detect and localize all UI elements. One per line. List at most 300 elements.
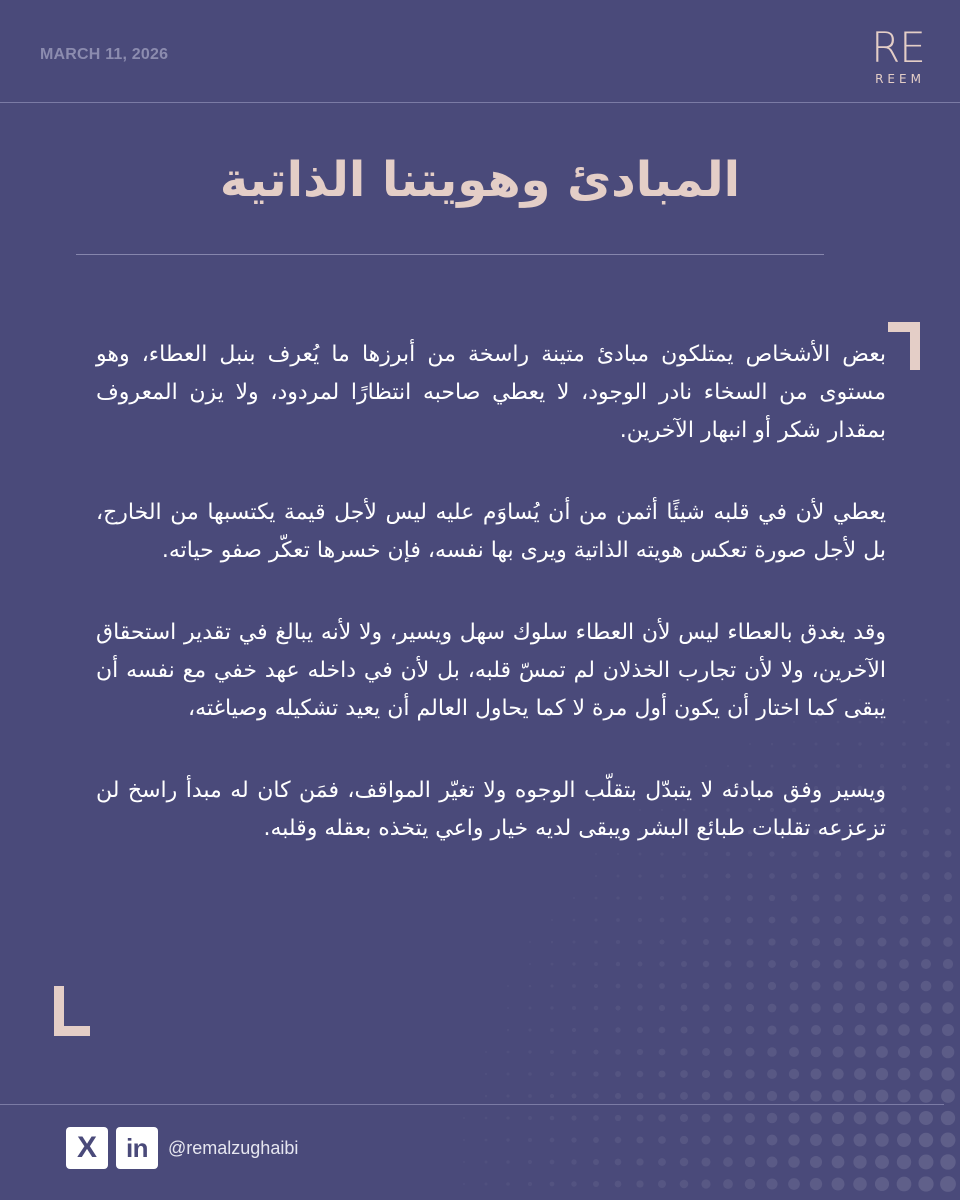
halftone-dot bbox=[877, 981, 887, 991]
halftone-dot bbox=[878, 938, 887, 947]
halftone-dot bbox=[920, 1046, 932, 1058]
halftone-dot bbox=[767, 1135, 778, 1146]
halftone-dot bbox=[812, 960, 821, 969]
halftone-dot bbox=[572, 1072, 577, 1077]
halftone-dot bbox=[791, 873, 797, 879]
halftone-dot bbox=[856, 916, 864, 924]
halftone-dot bbox=[571, 1181, 576, 1186]
halftone-dot bbox=[528, 1028, 531, 1031]
halftone-dot bbox=[923, 785, 928, 790]
halftone-dot bbox=[659, 961, 664, 966]
halftone-dot bbox=[942, 1002, 953, 1013]
halftone-dot bbox=[944, 850, 951, 857]
halftone-dot bbox=[767, 1069, 777, 1079]
halftone-dot bbox=[593, 1159, 599, 1165]
halftone-dot bbox=[594, 962, 598, 966]
halftone-dot bbox=[901, 829, 907, 835]
halftone-dot bbox=[832, 1090, 844, 1102]
halftone-dot bbox=[875, 1111, 888, 1124]
halftone-dot bbox=[636, 1158, 643, 1165]
halftone-dot bbox=[856, 894, 864, 902]
halftone-dot bbox=[745, 1179, 755, 1189]
halftone-dot bbox=[528, 1160, 532, 1164]
halftone-dot bbox=[616, 984, 621, 989]
halftone-dot bbox=[923, 807, 929, 813]
halftone-dot bbox=[945, 829, 952, 836]
halftone-dot bbox=[943, 959, 953, 969]
halftone-dot bbox=[790, 938, 798, 946]
halftone-dot bbox=[897, 1177, 912, 1192]
halftone-dot bbox=[636, 1136, 643, 1143]
halftone-dot bbox=[572, 1006, 576, 1010]
halftone-dot bbox=[680, 1158, 688, 1166]
halftone-dot bbox=[811, 1069, 822, 1080]
halftone-dot bbox=[593, 1049, 598, 1054]
halftone-dot bbox=[703, 939, 709, 945]
halftone-dot bbox=[857, 851, 863, 857]
halftone-dot bbox=[921, 959, 931, 969]
halftone-dot bbox=[944, 872, 952, 880]
halftone-dot bbox=[878, 894, 886, 902]
halftone-dot bbox=[594, 940, 598, 944]
halftone-dot bbox=[921, 981, 932, 992]
halftone-dot bbox=[572, 962, 575, 965]
halftone-dot bbox=[463, 1139, 465, 1141]
halftone-dot bbox=[637, 1071, 644, 1078]
halftone-dot bbox=[595, 897, 598, 900]
halftone-dot bbox=[659, 983, 665, 989]
halftone-dot bbox=[747, 939, 754, 946]
halftone-dot bbox=[660, 896, 664, 900]
halftone-dot bbox=[810, 1134, 822, 1146]
halftone-dot bbox=[571, 1159, 576, 1164]
halftone-dot bbox=[855, 959, 864, 968]
halftone-dot bbox=[878, 872, 885, 879]
header-divider bbox=[0, 102, 960, 103]
halftone-dot bbox=[941, 1067, 954, 1080]
halftone-dot bbox=[615, 1137, 622, 1144]
title-divider bbox=[76, 254, 824, 255]
halftone-dot bbox=[811, 1025, 821, 1035]
halftone-dot bbox=[922, 916, 931, 925]
halftone-dot bbox=[768, 938, 775, 945]
halftone-dot bbox=[899, 959, 909, 969]
halftone-dot bbox=[659, 1005, 665, 1011]
halftone-dot bbox=[550, 1138, 555, 1143]
halftone-dot bbox=[790, 982, 799, 991]
halftone-dot bbox=[594, 1006, 599, 1011]
halftone-dot bbox=[658, 1180, 666, 1188]
footer-divider bbox=[0, 1104, 944, 1105]
halftone-dot bbox=[723, 1091, 732, 1100]
halftone-dot bbox=[594, 984, 598, 988]
halftone-dot bbox=[944, 916, 953, 925]
halftone-dot bbox=[834, 960, 843, 969]
halftone-dot bbox=[681, 983, 687, 989]
halftone-dot bbox=[898, 1046, 910, 1058]
halftone-dot bbox=[485, 1161, 488, 1164]
halftone-dot bbox=[746, 1048, 755, 1057]
halftone-dot bbox=[680, 1048, 687, 1055]
halftone-dot bbox=[726, 852, 731, 857]
halftone-dot bbox=[638, 896, 642, 900]
halftone-dot bbox=[616, 962, 620, 966]
halftone-dot bbox=[571, 1115, 576, 1120]
article-paragraph-2: يعطي لأن في قلبه شيئًا أثمن من أن يُساوَم عليه ليس لأجل قيمة يكتسبها من الخارج، بل لأجل صورة تعكس هويته الذاتية ويرى بها نفسه، فإن خسرها تعكّر صفو حياته. bbox=[96, 500, 886, 563]
halftone-dot bbox=[528, 1116, 532, 1120]
halftone-dot bbox=[617, 875, 620, 878]
halftone-dot bbox=[855, 1025, 866, 1036]
halftone-dot bbox=[724, 1070, 733, 1079]
halftone-dot bbox=[550, 1116, 555, 1121]
halftone-dot bbox=[856, 872, 863, 879]
halftone-dot bbox=[551, 963, 554, 966]
halftone-dot bbox=[746, 982, 754, 990]
halftone-dot bbox=[506, 1138, 509, 1141]
halftone-dot bbox=[485, 1183, 488, 1186]
halftone-dot bbox=[900, 894, 908, 902]
post-date: MARCH 11, 2026 bbox=[40, 46, 169, 63]
halftone-dot bbox=[789, 1003, 798, 1012]
halftone-dot bbox=[876, 1046, 888, 1058]
halftone-dot bbox=[918, 1176, 933, 1191]
halftone-dot bbox=[810, 1112, 822, 1124]
halftone-dot bbox=[746, 960, 753, 967]
halftone-dot bbox=[811, 981, 820, 990]
halftone-dot bbox=[529, 985, 532, 988]
halftone-dot bbox=[485, 1139, 488, 1142]
halftone-dot bbox=[701, 1179, 710, 1188]
halftone-dot bbox=[507, 1029, 510, 1032]
halftone-dot bbox=[550, 984, 553, 987]
halftone-dot bbox=[702, 1048, 710, 1056]
halftone-dot bbox=[637, 1049, 643, 1055]
halftone-dot bbox=[615, 1159, 622, 1166]
halftone-dot bbox=[572, 940, 575, 943]
halftone-dot bbox=[942, 1046, 955, 1059]
halftone-dot bbox=[813, 851, 819, 857]
halftone-dot bbox=[811, 1047, 821, 1057]
halftone-dot bbox=[704, 852, 708, 856]
halftone-dot bbox=[658, 1158, 666, 1166]
halftone-dot bbox=[810, 1090, 821, 1101]
halftone-dot bbox=[638, 962, 643, 967]
halftone-dot bbox=[639, 853, 642, 856]
halftone-dot bbox=[725, 873, 730, 878]
halftone-dot bbox=[788, 1112, 799, 1123]
halftone-dot bbox=[506, 1116, 509, 1119]
article-paragraph-4: ويسير وفق مبادئه لا يتبدّل بتقلّب الوجوه ولا تغيّر المواقف، فمَن كان له مبدأ راسخ لن تزعزعه تقلبات طبائع البشر ويبقى لديه خيار واعي يتخذه بعقله وقلبه. bbox=[96, 778, 886, 841]
halftone-dot bbox=[856, 938, 865, 947]
halftone-dot bbox=[529, 941, 531, 943]
halftone-dot bbox=[551, 941, 554, 944]
x-icon[interactable]: X bbox=[66, 1127, 108, 1169]
halftone-dot bbox=[769, 917, 776, 924]
halftone-dot bbox=[919, 1155, 934, 1170]
halftone-dot bbox=[594, 1028, 599, 1033]
halftone-dot bbox=[615, 1005, 620, 1010]
halftone-dot bbox=[615, 1071, 621, 1077]
halftone-dot bbox=[790, 916, 797, 923]
halftone-dot bbox=[745, 1113, 755, 1123]
halftone-dot bbox=[855, 1003, 865, 1013]
halftone-dot bbox=[834, 916, 842, 924]
halftone-dot bbox=[702, 1092, 711, 1101]
halftone-dot bbox=[702, 1026, 710, 1034]
halftone-dot bbox=[832, 1156, 845, 1169]
halftone-dot bbox=[919, 1111, 933, 1125]
halftone-dot bbox=[853, 1177, 867, 1191]
halftone-dot bbox=[529, 963, 531, 965]
halftone-dot bbox=[767, 1047, 777, 1057]
halftone-dot bbox=[745, 1069, 754, 1078]
halftone-dot bbox=[835, 851, 841, 857]
halftone-dot bbox=[810, 1178, 822, 1190]
halftone-dot bbox=[854, 1134, 867, 1147]
halftone-dot bbox=[789, 1025, 799, 1035]
halftone-dot bbox=[876, 1024, 887, 1035]
halftone-dot bbox=[703, 983, 710, 990]
halftone-dot bbox=[747, 873, 752, 878]
halftone-dot bbox=[944, 894, 952, 902]
article-paragraph-3: وقد يغدق بالعطاء ليس لأن العطاء سلوك سهل ويسير، ولا لأنه يبالغ في تقدير استحقاق الآخرين، ولا لأن تجارب الخذلان لم تمسّ قلبه، بل لأن في داخله عهد خفي مع نفسه أن يبقى كما اختار أن يكون أول مرة لا كما يحاول العالم أن يعيد تشكيله وصياغته، bbox=[96, 620, 886, 721]
article-paragraph-1: بعض الأشخاص يمتلكون مبادئ متينة راسخة من أبرزها ما يُعرف بنبل العطاء، وهو مستوى من السخاء نادر الوجود، لا يعطي صاحبه انتظارًا لمردود، ولا يزن المعروف بمقدار شكر أو انبهار الآخرين. bbox=[96, 342, 886, 443]
halftone-dot bbox=[660, 918, 665, 923]
halftone-dot bbox=[745, 1157, 755, 1167]
halftone-dot bbox=[767, 1025, 776, 1034]
halftone-dot bbox=[593, 1137, 599, 1143]
halftone-dot bbox=[507, 1007, 509, 1009]
halftone-dot bbox=[943, 937, 953, 947]
halftone-dot bbox=[594, 918, 597, 921]
halftone-dot bbox=[593, 1115, 599, 1121]
halftone-dot bbox=[899, 1003, 910, 1014]
halftone-dot bbox=[813, 873, 819, 879]
halftone-dot bbox=[769, 873, 775, 879]
halftone-dot bbox=[595, 853, 597, 855]
halftone-dot bbox=[833, 1047, 844, 1058]
halftone-dot bbox=[902, 764, 906, 768]
halftone-dot bbox=[615, 1049, 621, 1055]
halftone-dot bbox=[788, 1156, 800, 1168]
halftone-dot bbox=[528, 1138, 532, 1142]
halftone-dot bbox=[528, 1182, 532, 1186]
halftone-dot bbox=[638, 940, 643, 945]
halftone-dot bbox=[899, 981, 909, 991]
halftone-dot bbox=[723, 1157, 733, 1167]
halftone-dot bbox=[593, 1093, 599, 1099]
halftone-dot bbox=[897, 1111, 911, 1125]
halftone-dot bbox=[875, 1177, 889, 1191]
halftone-dot bbox=[747, 917, 753, 923]
halftone-dot bbox=[945, 807, 951, 813]
halftone-dot bbox=[680, 1180, 689, 1189]
halftone-dot bbox=[658, 1070, 665, 1077]
halftone-dot bbox=[637, 1005, 643, 1011]
halftone-dot bbox=[745, 1135, 755, 1145]
halftone-dot bbox=[572, 1028, 576, 1032]
halftone-dot bbox=[680, 1070, 688, 1078]
halftone-dot bbox=[833, 981, 842, 990]
halftone-dot bbox=[812, 916, 820, 924]
halftone-dot bbox=[660, 874, 664, 878]
halftone-dot bbox=[638, 918, 642, 922]
halftone-dot bbox=[946, 742, 950, 746]
halftone-dot bbox=[682, 852, 686, 856]
linkedin-icon[interactable]: in bbox=[116, 1127, 158, 1169]
halftone-dot bbox=[595, 875, 597, 877]
halftone-dot bbox=[941, 1133, 956, 1148]
halftone-dot bbox=[901, 785, 906, 790]
halftone-dot bbox=[941, 1089, 955, 1103]
halftone-dot bbox=[724, 982, 731, 989]
halftone-dot bbox=[550, 1028, 554, 1032]
halftone-dot bbox=[573, 919, 576, 922]
halftone-dot bbox=[898, 1024, 910, 1036]
halftone-dot bbox=[921, 937, 930, 946]
page-title: المبادئ وهويتنا الذاتية bbox=[219, 152, 741, 208]
halftone-dot bbox=[923, 829, 929, 835]
halftone-dot bbox=[723, 1179, 733, 1189]
halftone-dot bbox=[701, 1157, 710, 1166]
halftone-dot bbox=[658, 1092, 665, 1099]
halftone-dot bbox=[853, 1155, 866, 1168]
halftone-dot bbox=[550, 1072, 554, 1076]
halftone-dot bbox=[789, 1091, 800, 1102]
halftone-dot bbox=[550, 1006, 553, 1009]
halftone-dot bbox=[702, 1114, 711, 1123]
halftone-dot bbox=[812, 938, 820, 946]
halftone-dot bbox=[572, 1050, 577, 1055]
halftone-dot bbox=[681, 917, 686, 922]
halftone-dot bbox=[616, 940, 620, 944]
halftone-dot bbox=[703, 917, 709, 923]
corner-bracket-bottom-left-icon bbox=[54, 986, 90, 1036]
halftone-dot bbox=[746, 1026, 755, 1035]
halftone-dot bbox=[615, 1027, 620, 1032]
halftone-dot bbox=[769, 895, 775, 901]
halftone-dot bbox=[638, 874, 641, 877]
halftone-dot bbox=[791, 851, 797, 857]
halftone-dot bbox=[791, 895, 798, 902]
halftone-dot bbox=[550, 1160, 555, 1165]
halftone-dot bbox=[724, 1004, 732, 1012]
halftone-dot bbox=[897, 1155, 911, 1169]
logo-wordmark: REEM bbox=[875, 72, 925, 86]
halftone-dot bbox=[725, 939, 731, 945]
halftone-dot bbox=[615, 1093, 621, 1099]
halftone-dot bbox=[617, 853, 619, 855]
halftone-dot bbox=[876, 1068, 888, 1080]
logo-monogram: RE bbox=[871, 23, 925, 72]
halftone-dot bbox=[681, 1005, 688, 1012]
halftone-dot bbox=[725, 917, 731, 923]
halftone-dot bbox=[766, 1178, 777, 1189]
social-handle[interactable]: @remalzughaibi bbox=[168, 1137, 299, 1158]
halftone-dot bbox=[506, 1094, 509, 1097]
halftone-dot bbox=[616, 896, 619, 899]
halftone-dot bbox=[945, 785, 950, 790]
halftone-dot bbox=[789, 1069, 799, 1079]
halftone-dot bbox=[528, 1094, 532, 1098]
halftone-dot bbox=[877, 1003, 888, 1014]
halftone-dot bbox=[919, 1089, 932, 1102]
halftone-dot bbox=[767, 1113, 777, 1123]
halftone-dot bbox=[925, 699, 928, 702]
halftone-dot bbox=[879, 851, 886, 858]
halftone-dot bbox=[551, 919, 553, 921]
halftone-dot bbox=[682, 874, 686, 878]
halftone-dot bbox=[681, 939, 687, 945]
halftone-dot bbox=[529, 1007, 532, 1010]
halftone-dot bbox=[810, 1156, 822, 1168]
halftone-dot bbox=[900, 916, 909, 925]
halftone-dot bbox=[901, 807, 907, 813]
halftone-dot bbox=[854, 1112, 867, 1125]
halftone-dot bbox=[922, 872, 930, 880]
halftone-dot bbox=[920, 1024, 932, 1036]
halftone-dot bbox=[834, 938, 842, 946]
halftone-dot bbox=[680, 1026, 687, 1033]
halftone-dot bbox=[463, 1117, 465, 1119]
halftone-dot bbox=[746, 1004, 754, 1012]
halftone-dot bbox=[941, 1111, 955, 1125]
halftone-dot bbox=[767, 1157, 778, 1168]
halftone-dot bbox=[832, 1112, 844, 1124]
halftone-dot bbox=[875, 1133, 889, 1147]
halftone-dot bbox=[637, 1027, 643, 1033]
halftone-dot bbox=[680, 1136, 688, 1144]
halftone-dot bbox=[506, 1182, 510, 1186]
halftone-dot bbox=[833, 1025, 843, 1035]
halftone-dot bbox=[812, 894, 819, 901]
halftone-dot bbox=[658, 1136, 666, 1144]
halftone-dot bbox=[463, 1183, 465, 1185]
halftone-dot bbox=[659, 1049, 666, 1056]
halftone-dot bbox=[877, 959, 887, 969]
halftone-dot bbox=[682, 896, 687, 901]
halftone-dot bbox=[485, 1095, 488, 1098]
halftone-dot bbox=[748, 852, 753, 857]
halftone-dot bbox=[506, 1160, 510, 1164]
halftone-dot bbox=[659, 1027, 666, 1034]
halftone-dot bbox=[768, 982, 776, 990]
halftone-dot bbox=[920, 1068, 933, 1081]
halftone-dot bbox=[680, 1092, 688, 1100]
halftone-dot bbox=[832, 1134, 844, 1146]
halftone-dot bbox=[680, 1114, 688, 1122]
halftone-dot bbox=[507, 1073, 510, 1076]
halftone-dot bbox=[854, 1046, 865, 1057]
halftone-dot bbox=[615, 1181, 622, 1188]
halftone-dot bbox=[902, 720, 905, 723]
halftone-dot bbox=[507, 985, 509, 987]
halftone-dot bbox=[902, 742, 906, 746]
halftone-dot bbox=[724, 1026, 732, 1034]
halftone-dot bbox=[943, 981, 954, 992]
halftone-dot bbox=[855, 981, 865, 991]
halftone-dot bbox=[922, 894, 930, 902]
halftone-dot bbox=[572, 984, 576, 988]
halftone-dot bbox=[833, 1003, 843, 1013]
halftone-dot bbox=[947, 699, 950, 702]
halftone-dot bbox=[725, 895, 731, 901]
halftone-dot bbox=[636, 1180, 643, 1187]
halftone-dot bbox=[550, 1050, 554, 1054]
halftone-dot bbox=[769, 851, 774, 856]
halftone-dot bbox=[593, 1181, 599, 1187]
halftone-dot bbox=[660, 852, 663, 855]
